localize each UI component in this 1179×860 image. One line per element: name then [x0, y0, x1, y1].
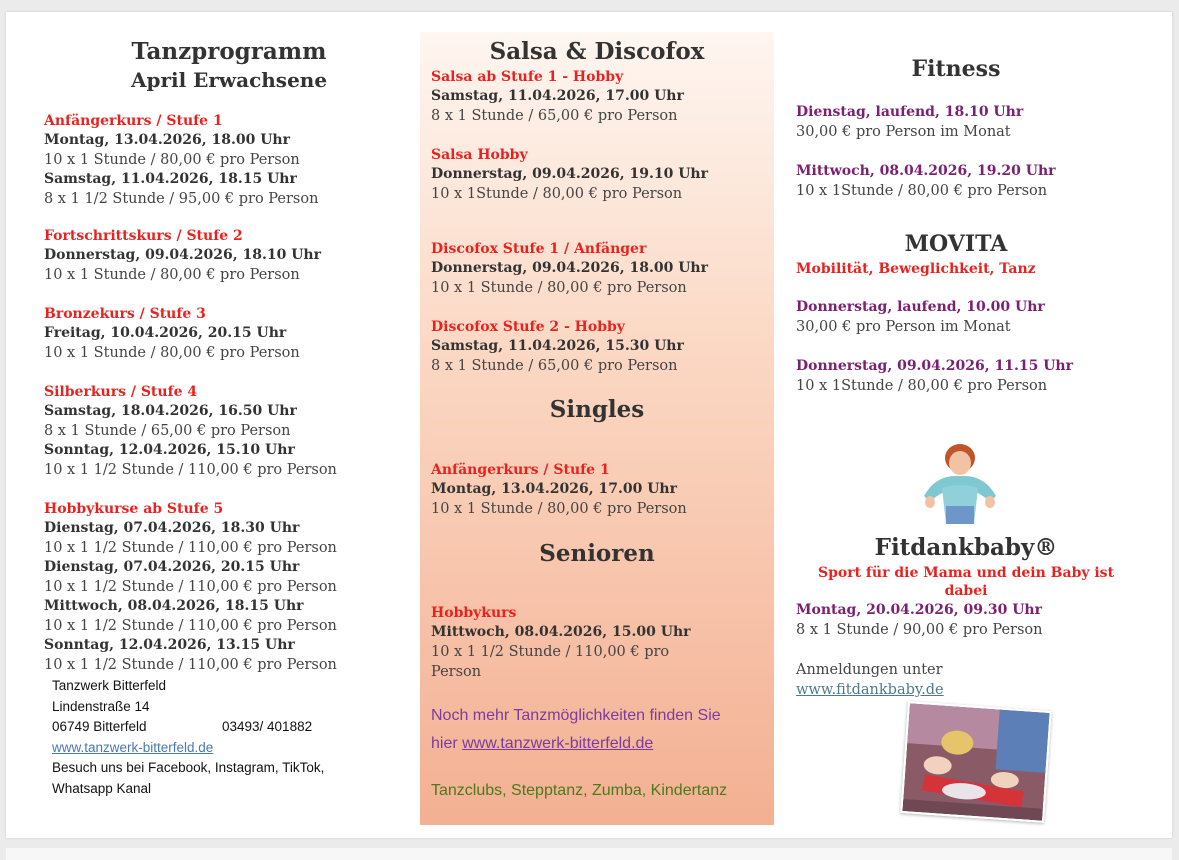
course-price: 10 x 1Stunde / 80,00 € pro Person	[796, 378, 1048, 394]
social-text: Besuch uns bei Facebook, Instagram, TikTok,	[52, 760, 325, 775]
course-name: Hobbykurs	[431, 605, 517, 621]
course-date: Dienstag, laufend, 18.10 Uhr	[796, 104, 1024, 120]
course-name: Anfängerkurs / Stufe 1	[44, 113, 223, 129]
section-title-fitdankbaby: Fitdankbaby®	[874, 534, 1058, 561]
column-tanzprogramm	[44, 12, 414, 838]
fitdank-subtitle-line: dabei	[944, 583, 988, 599]
course-date: Samstag, 18.04.2026, 16.50 Uhr	[44, 403, 297, 419]
course-singles	[431, 461, 687, 519]
course-price: 10 x 1 Stunde / 80,00 € pro Person	[431, 501, 687, 517]
course-price: 30,00 € pro Person im Monat	[796, 319, 1011, 335]
contact-city: 06749 Bitterfeld	[52, 719, 147, 734]
course-discofox-2	[431, 318, 684, 376]
contact-city-phone	[52, 717, 412, 738]
fitness-photo	[916, 436, 1004, 524]
course-price: Person	[431, 664, 482, 680]
course-date: Sonntag, 12.04.2026, 15.10 Uhr	[44, 442, 295, 458]
course-date: Dienstag, 07.04.2026, 20.15 Uhr	[44, 559, 300, 575]
course-hobby	[44, 500, 337, 675]
more-info-text	[431, 702, 771, 758]
movita-subtitle: Mobilität, Beweglichkeit, Tanz	[796, 261, 1036, 277]
course-salsa-1	[431, 68, 684, 126]
fitness-entry	[796, 162, 1056, 201]
section-title-singles: Singles	[549, 396, 645, 423]
course-name: Bronzekurs / Stufe 3	[44, 306, 206, 322]
more-info-prefix: hier	[431, 735, 463, 752]
course-name: Silberkurs / Stufe 4	[44, 384, 198, 400]
register-label: Anmeldungen unter	[796, 662, 943, 678]
course-name: Salsa Hobby	[431, 147, 528, 163]
course-date: Montag, 13.04.2026, 18.00 Uhr	[44, 132, 290, 148]
class-photo	[900, 701, 1051, 823]
course-date: Mittwoch, 08.04.2026, 15.00 Uhr	[431, 624, 691, 640]
next-page-edge	[6, 848, 1172, 860]
course-price: 8 x 1 Stunde / 65,00 € pro Person	[44, 423, 291, 439]
course-date: Dienstag, 07.04.2026, 18.30 Uhr	[44, 520, 300, 536]
course-name: Fortschrittskurs / Stufe 2	[44, 228, 243, 244]
website-link[interactable]: www.tanzwerk-bitterfeld.de	[52, 739, 214, 755]
course-date: Freitag, 10.04.2026, 20.15 Uhr	[44, 325, 287, 341]
course-date: Sonntag, 12.04.2026, 13.15 Uhr	[44, 637, 295, 653]
course-anfaenger	[44, 112, 318, 209]
course-price: 10 x 1 Stunde / 80,00 € pro Person	[44, 267, 300, 283]
page-subtitle: April Erwachsene	[130, 68, 328, 92]
fitness-entry	[796, 103, 1023, 142]
course-silber	[44, 383, 337, 480]
page-title: Tanzprogramm	[131, 38, 327, 65]
course-fortschritt	[44, 227, 321, 285]
course-salsa-hobby	[431, 146, 708, 204]
course-name: Anfängerkurs / Stufe 1	[431, 462, 610, 478]
movita-entry	[796, 357, 1073, 396]
flyer-page	[6, 12, 1172, 838]
section-title-salsa: Salsa & Discofox	[489, 38, 705, 65]
course-name: Discofox Stufe 2 - Hobby	[431, 319, 625, 335]
fitdank-subtitle	[796, 564, 1136, 600]
column-fitness	[796, 12, 1166, 838]
course-date: Donnerstag, 09.04.2026, 11.15 Uhr	[796, 358, 1073, 374]
social-text: Whatsapp Kanal	[52, 780, 152, 796]
course-bronze	[44, 305, 300, 363]
course-date: Donnerstag, 09.04.2026, 19.10 Uhr	[431, 166, 708, 182]
clubs-text: Tanzclubs, Stepptanz, Zumba, Kindertanz	[431, 782, 728, 799]
course-name: Salsa ab Stufe 1 - Hobby	[431, 69, 624, 85]
section-title-fitness: Fitness	[911, 56, 1001, 82]
course-date: Mittwoch, 08.04.2026, 18.15 Uhr	[44, 598, 304, 614]
column-salsa-discofox	[420, 32, 774, 825]
course-name: Discofox Stufe 1 / Anfänger	[431, 241, 647, 257]
contact-block	[52, 676, 412, 799]
contact-phone: 03493/ 401882	[222, 719, 313, 734]
contact-street: Lindenstraße 14	[52, 698, 150, 714]
fitdank-subtitle-line: Sport für die Mama und dein Baby ist	[817, 565, 1115, 581]
course-price: 10 x 1 1/2 Stunde / 110,00 € pro Person	[44, 540, 337, 556]
movita-entry	[796, 298, 1045, 337]
website-link[interactable]: www.tanzwerk-bitterfeld.de	[462, 735, 654, 752]
more-info-line	[431, 730, 771, 758]
course-price: 10 x 1 1/2 Stunde / 110,00 € pro	[431, 644, 670, 660]
section-title-senioren: Senioren	[539, 540, 655, 567]
contact-name: Tanzwerk Bitterfeld	[52, 678, 167, 693]
more-info-line: Noch mehr Tanzmöglichkeiten finden Sie	[431, 707, 721, 724]
course-senioren	[431, 604, 761, 682]
course-discofox-1	[431, 240, 708, 298]
course-price: 8 x 1 Stunde / 90,00 € pro Person	[796, 622, 1043, 638]
course-price: 8 x 1 1/2 Stunde / 95,00 € pro Person	[44, 191, 319, 207]
course-price: 10 x 1 Stunde / 80,00 € pro Person	[44, 152, 300, 168]
course-price: 10 x 1Stunde / 80,00 € pro Person	[796, 183, 1048, 199]
fitdank-entry	[796, 601, 1043, 640]
course-price: 10 x 1 Stunde / 80,00 € pro Person	[431, 280, 687, 296]
course-price: 10 x 1 1/2 Stunde / 110,00 € pro Person	[44, 462, 337, 478]
course-name: Hobbykurse ab Stufe 5	[44, 501, 224, 517]
course-price: 10 x 1 1/2 Stunde / 110,00 € pro Person	[44, 618, 337, 634]
course-date: Samstag, 11.04.2026, 15.30 Uhr	[431, 338, 684, 354]
course-price: 10 x 1 Stunde / 80,00 € pro Person	[44, 345, 300, 361]
course-price: 10 x 1 1/2 Stunde / 110,00 € pro Person	[44, 579, 337, 595]
course-price: 8 x 1 Stunde / 65,00 € pro Person	[431, 108, 678, 124]
course-date: Mittwoch, 08.04.2026, 19.20 Uhr	[796, 163, 1056, 179]
course-price: 30,00 € pro Person im Monat	[796, 124, 1011, 140]
course-date: Donnerstag, 09.04.2026, 18.00 Uhr	[431, 260, 708, 276]
course-price: 8 x 1 Stunde / 65,00 € pro Person	[431, 358, 678, 374]
course-date: Montag, 20.04.2026, 09.30 Uhr	[796, 602, 1042, 618]
register-link[interactable]: www.fitdankbaby.de	[796, 682, 944, 698]
course-date: Donnerstag, 09.04.2026, 18.10 Uhr	[44, 247, 321, 263]
registration-block	[796, 660, 944, 700]
course-date: Samstag, 11.04.2026, 17.00 Uhr	[431, 88, 684, 104]
course-date: Montag, 13.04.2026, 17.00 Uhr	[431, 481, 677, 497]
course-date: Donnerstag, laufend, 10.00 Uhr	[796, 299, 1045, 315]
section-title-movita: MOVITA	[904, 231, 1008, 257]
course-price: 10 x 1Stunde / 80,00 € pro Person	[431, 186, 683, 202]
course-date: Samstag, 11.04.2026, 18.15 Uhr	[44, 171, 297, 187]
course-price: 10 x 1 1/2 Stunde / 110,00 € pro Person	[44, 657, 337, 673]
